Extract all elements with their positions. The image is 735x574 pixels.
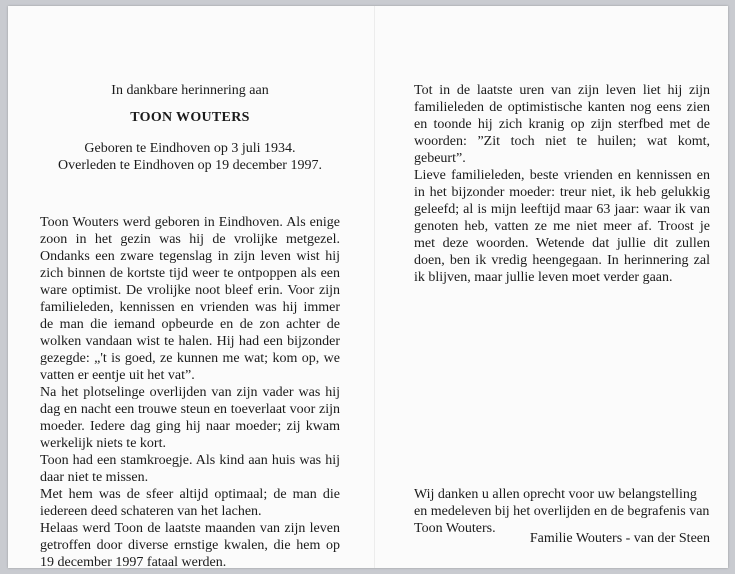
bio-paragraph: Na het plotselinge overlijden van zijn vader was hij dag en nacht een trouwe steun en toeverlaat voor zijn moeder. Iedere dag ging hij naar moeder; zij kwam werkelijk niets te kort.	[40, 385, 340, 451]
biography	[40, 214, 340, 571]
farewell-paragraph: Lieve familieleden, beste vrienden en kennissen en in het bijzonder moeder: treur niet, ik heb gelukkig geleefd; al is mijn leeftijd maar 63 jaar: waar ik van genoten heb, vatten ze me niet meer af. Troost je met deze woorden. Wetende dat jullie dit zullen doen, ben ik vredig heengegaan. In herinnering zal ik blijven, maar jullie leven moet verder gaan.	[414, 168, 710, 285]
bio-paragraph: Toon Wouters werd geboren in Eindhoven. Als enige zoon in het gezin was hij de vrolijke metgezel. Ondanks een zware tegenslag in zijn leven wist hij zich binnen de kortste tijd weer te ontpoppen als een ware optimist. De vrolijke noot bleef erin. Voor zijn familieleden, kennissen en vrienden was hij immer de man die iemand opbeurde en de zon achter de wolken vandaan wist te halen. Hij had een bijzonder gezegde: „'t is goed, ze kunnen me wat; kom op, we vatten er eentje uit het vat”.	[40, 215, 340, 383]
farewell-paragraph: Tot in de laatste uren van zijn leven liet hij zijn familieleden de optimistische kanten nog eens zien en toonde hij zich kranig op zijn sterfbed met de woorden: ”Zit toch niet te huilen; wat komt, gebeurt”.	[414, 83, 710, 166]
dedication-line: In dankbare herinnering aan	[111, 83, 269, 98]
left-panel	[40, 6, 340, 568]
family-signature: Familie Wouters - van der Steen	[529, 531, 710, 546]
card-fold-line	[374, 6, 375, 568]
farewell-text	[414, 82, 710, 286]
bio-paragraph: Met hem was de sfeer altijd optimaal; de man die iedereen deed schateren van het lachen.	[40, 487, 340, 519]
bio-paragraph: Toon had een stamkroegje. Als kind aan huis was hij daar niet te missen.	[40, 453, 340, 485]
birth-line: Geboren te Eindhoven op 3 juli 1934.	[84, 141, 296, 156]
right-panel	[414, 6, 710, 568]
bio-paragraph: Helaas werd Toon de laatste maanden van zijn leven getroffen door diverse ernstige kwalen, die hem op 19 december 1997 fataal werden.	[40, 521, 340, 570]
deceased-name: TOON WOUTERS	[130, 110, 250, 125]
memorial-card	[8, 6, 728, 568]
thanks-paragraph: Wij danken u allen oprecht voor uw belangstelling en medeleven bij het overlijden en de begrafenis van Toon Wouters.	[414, 487, 710, 536]
death-line: Overleden te Eindhoven op 19 december 1997.	[58, 158, 322, 173]
